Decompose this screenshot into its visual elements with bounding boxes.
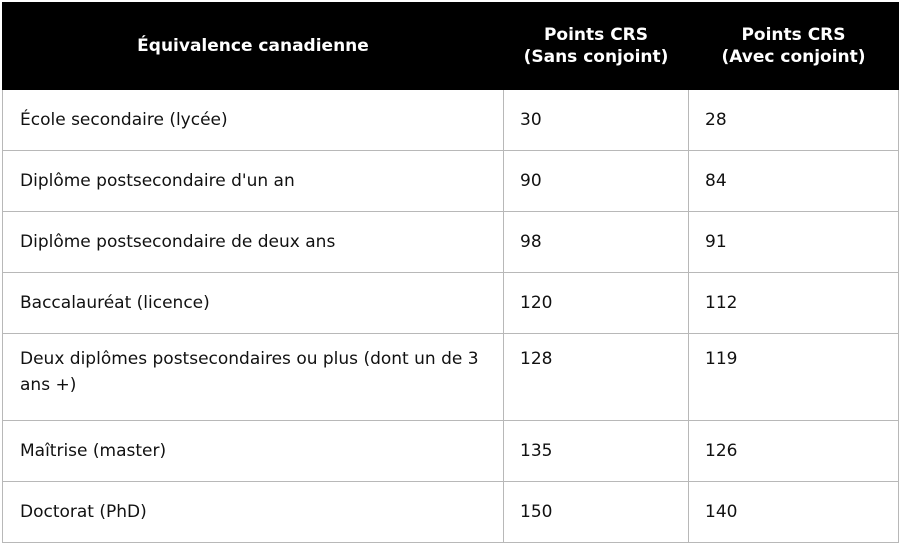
header-avec-conjoint-line2: (Avec conjoint) [721, 47, 866, 67]
row-points-sans-conjoint: 135 [504, 421, 689, 482]
row-label: Diplôme postsecondaire de deux ans [3, 212, 504, 273]
row-points-avec-conjoint: 91 [689, 212, 899, 273]
row-label: Doctorat (PhD) [3, 482, 504, 543]
header-avec-conjoint [689, 3, 899, 90]
row-points-sans-conjoint: 120 [504, 273, 689, 334]
row-points-avec-conjoint: 28 [689, 90, 899, 151]
row-label: Deux diplômes postsecondaires ou plus (dont un de 3 ans +) [3, 334, 504, 421]
header-avec-conjoint-line1: Points CRS [741, 25, 846, 45]
row-points-avec-conjoint: 126 [689, 421, 899, 482]
row-points-sans-conjoint: 30 [504, 90, 689, 151]
table-row [3, 273, 899, 334]
table-row [3, 212, 899, 273]
header-sans-conjoint-line1: Points CRS [543, 25, 649, 45]
header-sans-conjoint [504, 3, 689, 90]
row-points-sans-conjoint: 150 [504, 482, 689, 543]
row-points-avec-conjoint: 140 [689, 482, 899, 543]
row-label: Baccalauréat (licence) [3, 273, 504, 334]
header-row [3, 3, 899, 90]
table-row [3, 421, 899, 482]
header-equivalence [3, 3, 504, 90]
row-points-sans-conjoint: 90 [504, 151, 689, 212]
table-row [3, 151, 899, 212]
row-points-sans-conjoint: 128 [504, 334, 689, 421]
header-sans-conjoint-line2: (Sans conjoint) [523, 47, 669, 67]
crs-education-table-container [2, 2, 898, 541]
table-header [3, 3, 899, 90]
table-row [3, 334, 899, 421]
row-points-avec-conjoint: 119 [689, 334, 899, 421]
table-body [3, 90, 899, 543]
row-points-avec-conjoint: 84 [689, 151, 899, 212]
row-label: Diplôme postsecondaire d'un an [3, 151, 504, 212]
crs-education-table [2, 2, 899, 543]
row-points-sans-conjoint: 98 [504, 212, 689, 273]
row-label: Maîtrise (master) [3, 421, 504, 482]
table-row [3, 90, 899, 151]
table-row [3, 482, 899, 543]
row-label: École secondaire (lycée) [3, 90, 504, 151]
row-points-avec-conjoint: 112 [689, 273, 899, 334]
header-equivalence-label: Équivalence canadienne [137, 36, 369, 56]
